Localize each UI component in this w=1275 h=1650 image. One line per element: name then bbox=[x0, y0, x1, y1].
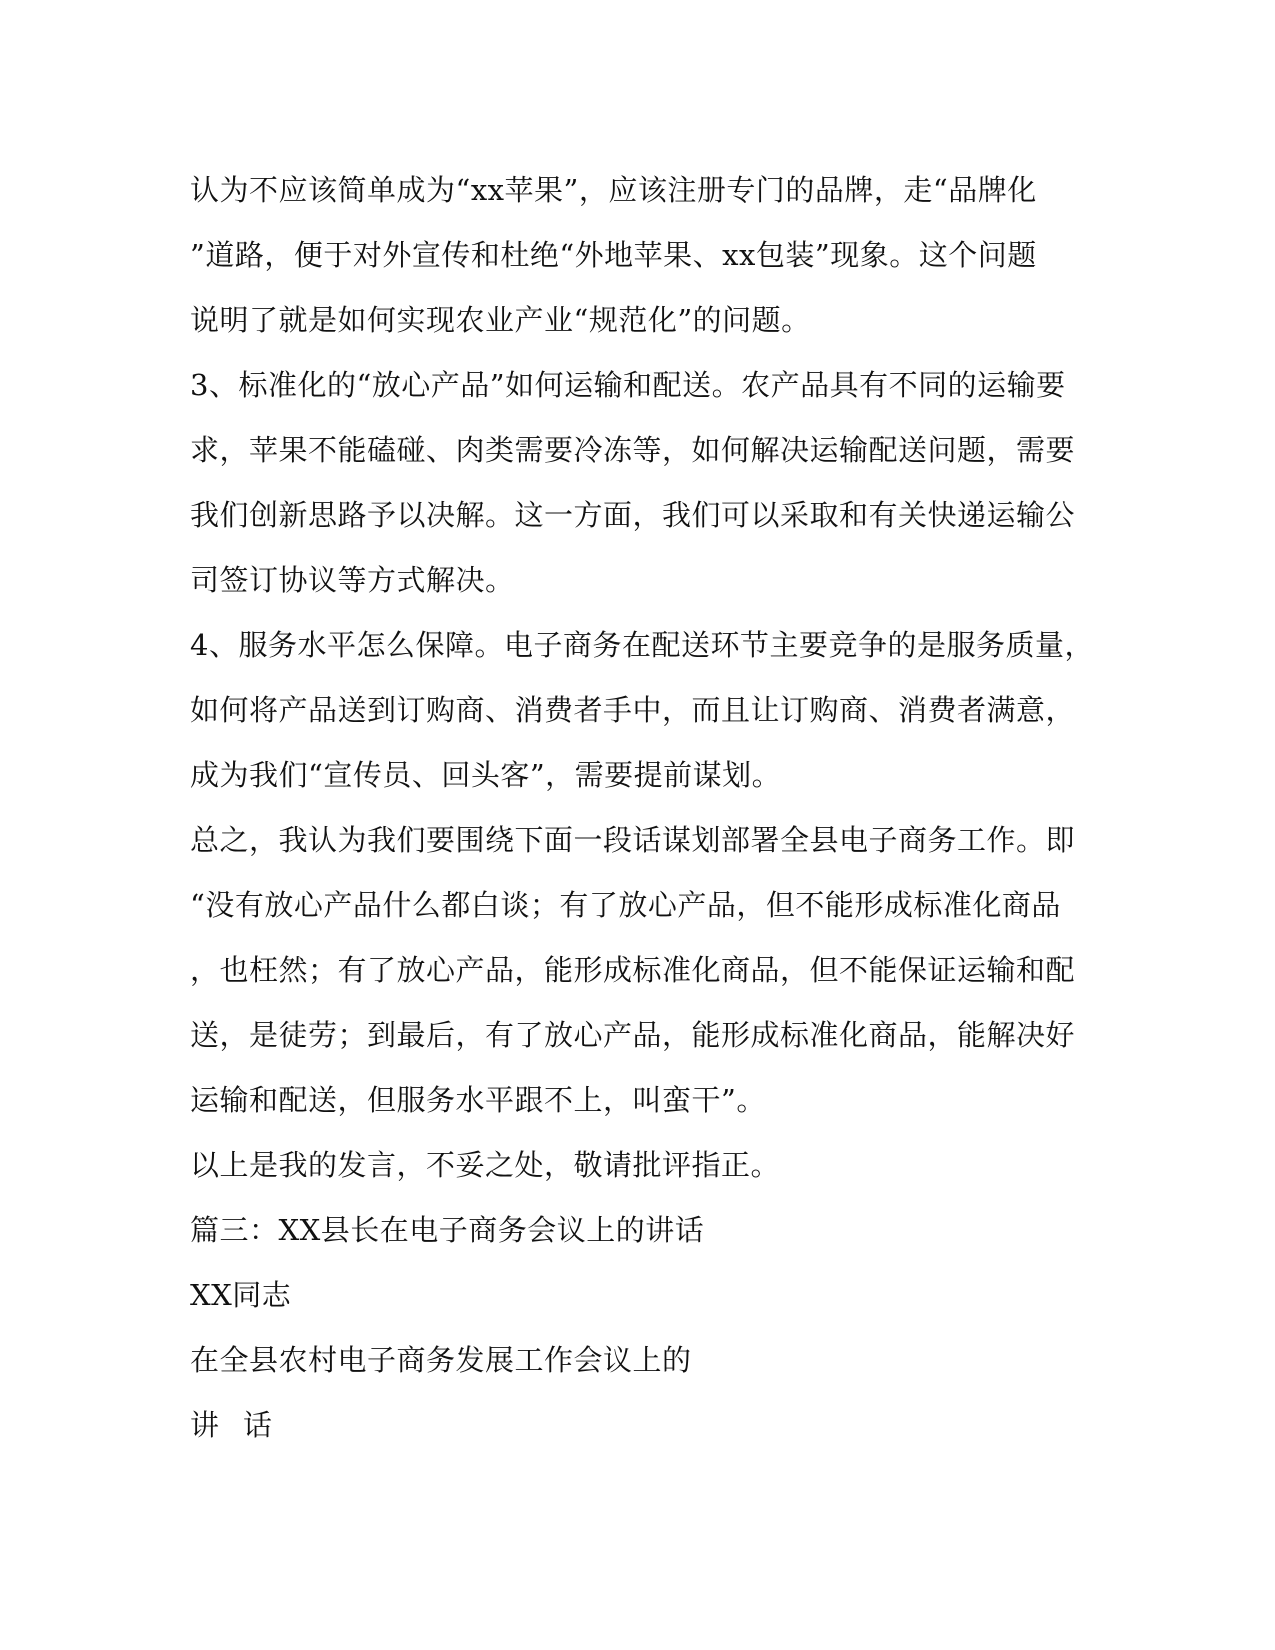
text-line: 如何将产品送到订购商、消费者手中，而且让订购商、消费者满意， bbox=[190, 693, 1076, 727]
speech-title: 在全县农村电子商务发展工作会议上的 bbox=[190, 1343, 692, 1377]
text-line: 总之，我认为我们要围绕下面一段话谋划部署全县电子商务工作。即 bbox=[190, 823, 1076, 857]
document-body bbox=[190, 158, 1094, 1458]
text-line: 3、标准化的“放心产品”如何运输和配送。农产品具有不同的运输要 bbox=[190, 368, 1066, 402]
speech-title-word: 讲话 bbox=[190, 1408, 297, 1442]
text-line: 4、服务水平怎么保障。电子商务在配送环节主要竞争的是服务质量， bbox=[190, 628, 1094, 662]
text-line: 说明了就是如何实现农业产业“规范化”的问题。 bbox=[190, 303, 811, 337]
text-line: “没有放心产品什么都白谈；有了放心产品，但不能形成标准化商品 bbox=[190, 888, 1061, 922]
text-line: 以上是我的发言，不妥之处，敬请批评指正。 bbox=[190, 1148, 781, 1182]
text-line: 成为我们“宣传员、回头客”，需要提前谋划。 bbox=[190, 758, 782, 792]
text-line: ”道路，便于对外宣传和杜绝“外地苹果、xx包装”现象。这个问题 bbox=[190, 238, 1037, 272]
text-line: ，也枉然；有了放心产品，能形成标准化商品，但不能保证运输和配 bbox=[190, 953, 1076, 987]
text-line: 运输和配送，但服务水平跟不上，叫蛮干”。 bbox=[190, 1083, 766, 1117]
speaker-name: XX同志 bbox=[190, 1278, 292, 1312]
text-line: 认为不应该简单成为“xx苹果”，应该注册专门的品牌，走“品牌化 bbox=[190, 173, 1037, 207]
section-heading: 篇三：XX县长在电子商务会议上的讲话 bbox=[190, 1213, 705, 1247]
text-line: 求，苹果不能磕碰、肉类需要冷冻等，如何解决运输配送问题，需要 bbox=[190, 433, 1076, 467]
text-line: 送，是徒劳；到最后，有了放心产品，能形成标准化商品，能解决好 bbox=[190, 1018, 1076, 1052]
text-line: 我们创新思路予以决解。这一方面，我们可以采取和有关快递运输公 bbox=[190, 498, 1076, 532]
text-line: 司签订协议等方式解决。 bbox=[190, 563, 515, 597]
